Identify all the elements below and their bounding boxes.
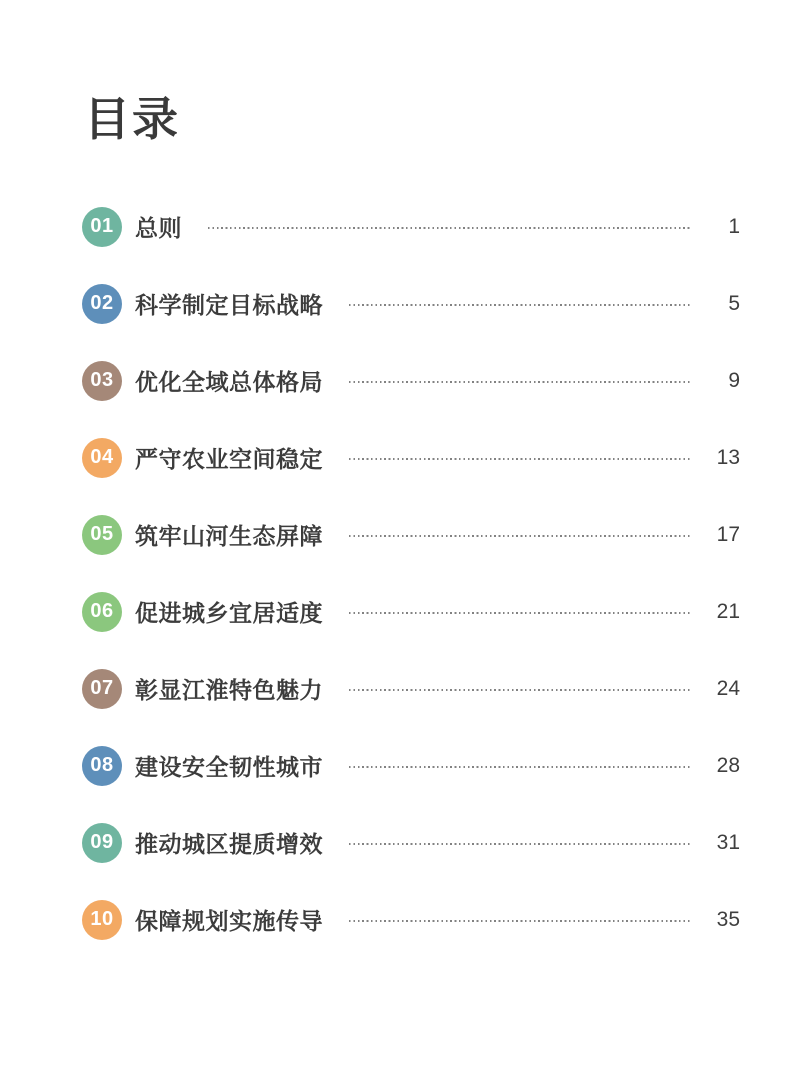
item-number-badge (82, 361, 122, 401)
item-number: 07 (90, 677, 114, 700)
item-page-number: 28 (716, 753, 740, 777)
item-page-number: 9 (728, 368, 740, 392)
item-number-badge (82, 746, 122, 786)
dotted-leader-line (349, 612, 690, 614)
item-title: 建设安全韧性城市 (135, 754, 323, 781)
item-title: 科学制定目标战略 (135, 292, 323, 319)
item-page-number: 13 (716, 445, 740, 469)
item-page-number: 21 (716, 599, 740, 623)
dotted-leader-line (349, 689, 690, 691)
item-number: 04 (90, 446, 114, 469)
toc-entry[interactable] (82, 592, 740, 632)
toc-entry[interactable] (82, 823, 740, 863)
item-number-badge (82, 669, 122, 709)
item-page-number: 5 (728, 291, 740, 315)
dotted-leader-line (349, 920, 690, 922)
item-title: 促进城乡宜居适度 (135, 600, 323, 627)
page-title: 目录 (84, 93, 180, 145)
toc-entry[interactable] (82, 438, 740, 478)
item-number-badge (82, 900, 122, 940)
dotted-leader-line (349, 843, 690, 845)
dotted-leader-line (208, 227, 690, 229)
item-title: 彰显江淮特色魅力 (135, 677, 323, 704)
item-title: 优化全域总体格局 (135, 369, 323, 396)
toc-entry[interactable] (82, 515, 740, 555)
toc-entry[interactable] (82, 900, 740, 940)
item-title: 总则 (135, 215, 182, 242)
item-page-number: 1 (728, 214, 740, 238)
dotted-leader-line (349, 381, 690, 383)
item-number-badge (82, 284, 122, 324)
item-number-badge (82, 823, 122, 863)
item-number-badge (82, 207, 122, 247)
item-page-number: 35 (716, 907, 740, 931)
dotted-leader-line (349, 304, 690, 306)
toc-entry[interactable] (82, 284, 740, 324)
item-number: 01 (90, 215, 114, 238)
toc-entry[interactable] (82, 207, 740, 247)
toc-entry[interactable] (82, 361, 740, 401)
item-number: 02 (90, 292, 114, 315)
toc-list (82, 207, 740, 940)
item-number: 10 (90, 908, 114, 931)
item-number-badge (82, 438, 122, 478)
item-number: 06 (90, 600, 114, 623)
item-page-number: 24 (716, 676, 740, 700)
item-page-number: 31 (716, 830, 740, 854)
dotted-leader-line (349, 766, 690, 768)
item-number: 09 (90, 831, 114, 854)
item-number-badge (82, 592, 122, 632)
item-number: 08 (90, 754, 114, 777)
item-number: 03 (90, 369, 114, 392)
item-number: 05 (90, 523, 114, 546)
item-title: 推动城区提质增效 (135, 831, 323, 858)
dotted-leader-line (349, 535, 690, 537)
item-title: 保障规划实施传导 (135, 908, 323, 935)
item-page-number: 17 (716, 522, 740, 546)
toc-entry[interactable] (82, 746, 740, 786)
item-title: 严守农业空间稳定 (135, 446, 323, 473)
item-title: 筑牢山河生态屏障 (135, 523, 323, 550)
dotted-leader-line (349, 458, 690, 460)
item-number-badge (82, 515, 122, 555)
toc-entry[interactable] (82, 669, 740, 709)
